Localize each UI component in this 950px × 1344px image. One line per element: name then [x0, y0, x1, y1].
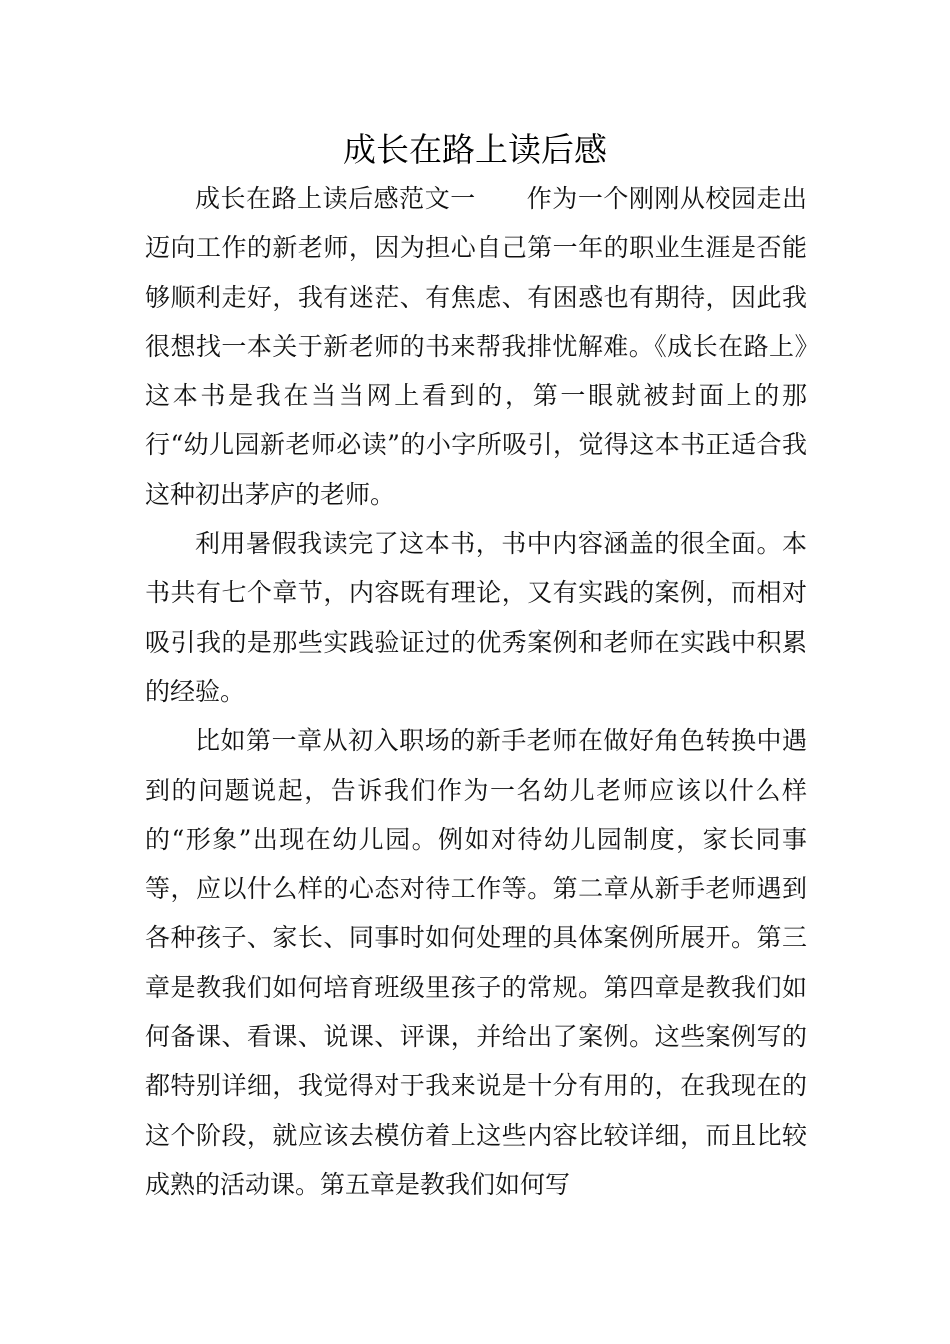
- document-body: [145, 174, 807, 1209]
- paragraph: 成长在路上读后感范文一 作为一个刚刚从校园走出迈向工作的新老师，因为担心自己第一年的职业生涯是否能够顺利走好，我有迷茫、有焦虑、有困惑也有期待，因此我很想找一本关于新老师的书来帮我排忧解难。《成长在路上》这本书是我在当当网上看到的，第一眼就被封面上的那行“幼儿园新老师必读”的小字所吸引，觉得这本书正适合我这种初出茅庐的老师。: [145, 184, 807, 509]
- paragraph: 利用暑假我读完了这本书，书中内容涵盖的很全面。本书共有七个章节，内容既有理论，又有实践的案例，而相对吸引我的是那些实践验证过的优秀案例和老师在实践中积累的经验。: [145, 529, 807, 706]
- paragraph: 比如第一章从初入职场的新手老师在做好角色转换中遇到的问题说起，告诉我们作为一名幼儿老师应该以什么样的“形象”出现在幼儿园。例如对待幼儿园制度，家长同事等，应以什么样的心态对待工作等。第二章从新手老师遇到各种孩子、家长、同事时如何处理的具体案例所展开。第三章是教我们如何培育班级里孩子的常规。第四章是教我们如何备课、看课、说课、评课，并给出了案例。这些案例写的都特别详细，我觉得对于我来说是十分有用的，在我现在的这个阶段，就应该去模仿着上这些内容比较详细，而且比较成熟的活动课。第五章是教我们如何写: [145, 726, 807, 1199]
- document-title: 成长在路上读后感: [343, 130, 607, 169]
